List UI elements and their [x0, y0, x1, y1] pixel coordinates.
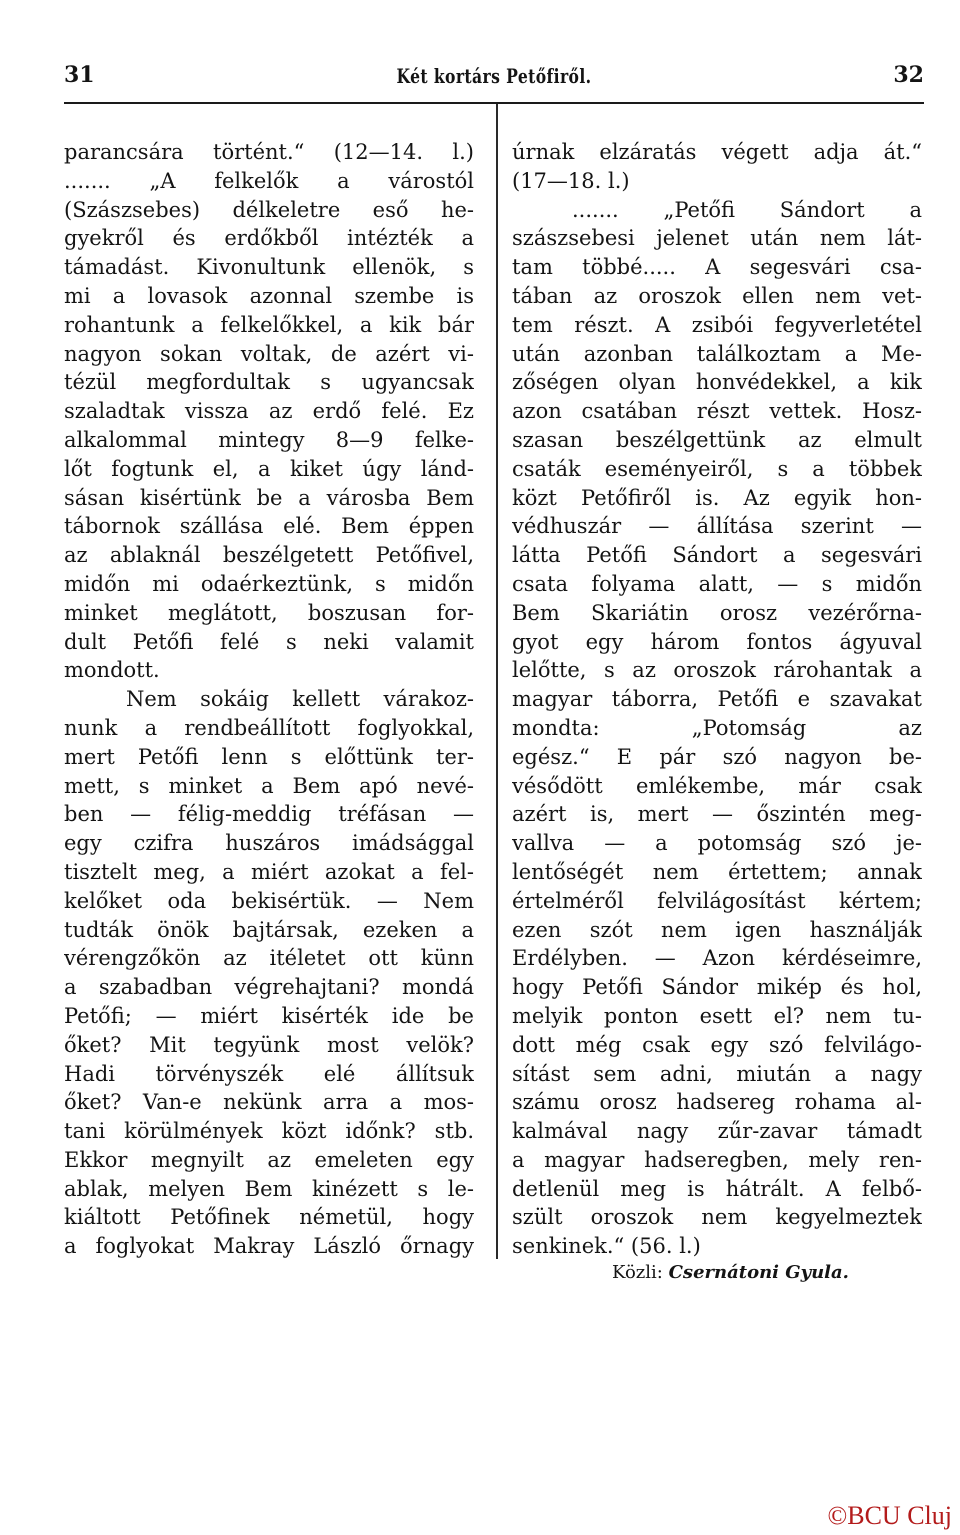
text-line: nagyon sokan voltak, de azért vi-	[64, 341, 474, 366]
text-line: őket? Mit tegyünk most velök?	[64, 1032, 474, 1057]
text-line: támadást. Kivonultunk ellenök, s	[64, 255, 474, 280]
text-line: azért is, mert — őszintén meg-	[512, 802, 922, 827]
text-line: védhuszár — állítása szerint —	[512, 514, 922, 539]
text-line: csata folyama alatt, — s midőn	[512, 571, 922, 596]
text-line: ....... „Petőfi Sándort a	[572, 197, 922, 222]
text-line: vérengzőkön az itéletet ott künn	[64, 946, 474, 971]
text-line: tani körülmények közt időnk? stb.	[64, 1119, 474, 1144]
text-line: melyik ponton esett el? nem tu-	[512, 1003, 922, 1028]
text-line: a foglyokat Makray László őrnagy	[64, 1234, 474, 1259]
library-watermark: ©BCU Cluj	[827, 1501, 952, 1530]
text-line: látta Petőfi Sándort a segesvári	[512, 543, 922, 568]
text-line: alkalommal mintegy 8—9 felke-	[64, 427, 474, 452]
text-line: Erdélyben. — Azon kérdéseimre,	[512, 946, 922, 971]
text-line: Petőfi; — miért kisérték ide be	[64, 1003, 474, 1028]
text-line: zőségen olyan honvédekkel, a kik	[512, 370, 922, 395]
text-line: midőn mi odaérkeztünk, s midőn	[64, 571, 474, 596]
source-attribution	[612, 1262, 849, 1283]
text-line: az ablaknál beszélgetett Petőfivel,	[64, 543, 474, 568]
column-divider	[496, 104, 498, 1259]
text-line: a szabadban végrehajtani? mondá	[64, 975, 474, 1000]
page-number-right: 32	[893, 62, 924, 88]
text-line: rohantunk a felkelőkkel, a kik bár	[64, 312, 474, 337]
text-line: mert Petőfi lenn s előttünk ter-	[64, 744, 474, 769]
text-line: tam többé..... A segesvári csa-	[512, 255, 922, 280]
text-line: tában az oroszok ellen nem vet-	[512, 283, 922, 308]
text-line: számu orosz hadsereg rohama al-	[512, 1090, 922, 1115]
text-line: tem részt. A zsibói fegyverletétel	[512, 312, 922, 337]
text-line: egész.“ E pár szó nagyon be-	[512, 744, 922, 769]
text-line: mett, s minket a Bem apó nevé-	[64, 773, 474, 798]
text-line: minket meglátott, boszusan for-	[64, 600, 474, 625]
text-line: kalmával nagy zűr-zavar támadt	[512, 1119, 922, 1144]
text-line: egy czifra huszáros imádsággal	[64, 831, 474, 856]
text-line: ezen szót nem igen használják	[512, 917, 922, 942]
text-line: vésődött emlékembe, már csak	[512, 773, 922, 798]
text-line: tudták önök bajtársak, ezeken a	[64, 917, 474, 942]
text-line: ablak, melyen Bem kinézett s le-	[64, 1176, 474, 1201]
text-line: Ekkor megnyilt az emeleten egy	[64, 1147, 474, 1172]
left-column	[64, 138, 474, 1261]
text-line: kiáltott Petőfinek németül, hogy	[64, 1205, 474, 1230]
text-line: értelméről felvilágosítást kértem;	[512, 888, 922, 913]
text-line: detlenül meg is hátrált. A felbő-	[512, 1176, 922, 1201]
text-line: tábornok szállása elé. Bem éppen	[64, 514, 474, 539]
text-line: mondta: „Potomság az	[512, 715, 922, 740]
text-line: nunk a rendbeállított foglyokkal,	[64, 715, 474, 740]
text-line: szaladtak vissza az erdő felé. Ez	[64, 399, 474, 424]
text-line: lőt fogtunk el, a kiket úgy lánd-	[64, 456, 474, 481]
running-header	[64, 62, 924, 104]
text-line: senkinek.“ (56. l.)	[512, 1234, 701, 1259]
text-line: tisztelt meg, a miért azokat a fel-	[64, 859, 474, 884]
text-line: közt Petőfiről is. Az egyik hon-	[512, 485, 922, 510]
text-line: Nem sokáig kellett várakoz-	[126, 687, 474, 712]
text-line: gyekről és erdőkből intézték a	[64, 226, 474, 251]
source-label: Közli:	[612, 1262, 663, 1283]
text-line: mondott.	[64, 658, 160, 683]
text-line: Hadi törvényszék elé állítsuk	[64, 1061, 474, 1086]
text-line: magyar táborra, Petőfi e szavakat	[512, 687, 922, 712]
text-line: kelőket oda bekisértük. — Nem	[64, 888, 474, 913]
text-line: dott még csak egy szó felvilágo-	[512, 1032, 922, 1057]
text-line: sásan kisértünk be a városba Bem	[64, 485, 474, 510]
text-line: lentőségét nem értettem; annak	[512, 859, 922, 884]
text-line: Bem Skariátin orosz vezérőrna-	[512, 600, 922, 625]
text-line: csaták eseményeiről, s a többek	[512, 456, 922, 481]
source-author: Csernátoni Gyula.	[668, 1262, 849, 1283]
text-line: szült oroszok nem kegyelmeztek	[512, 1205, 922, 1230]
page-number-left: 31	[64, 62, 95, 88]
text-line: lelőtte, s az oroszok rárohantak a	[512, 658, 922, 683]
text-line: mi a lovasok azonnal szembe is	[64, 283, 474, 308]
text-line: úrnak elzáratás végett adja át.“	[512, 140, 922, 164]
running-title: Két kortárs Petőfiről.	[396, 64, 592, 88]
right-column	[512, 138, 922, 1261]
text-line: ben — félig-meddig tréfásan —	[64, 802, 474, 827]
text-line: tézül megfordultak s ugyancsak	[64, 370, 474, 395]
text-line: azon csatában részt vettek. Hosz-	[512, 399, 922, 424]
text-line: (Szászsebes) délkeletre eső he-	[64, 197, 474, 222]
text-line: a magyar hadseregben, mely ren-	[512, 1147, 922, 1172]
text-line: szasan beszélgettünk az elmult	[512, 427, 922, 452]
text-line: szászsebesi jelenet után nem lát-	[512, 226, 922, 251]
text-line: ....... „A felkelők a várostól	[64, 168, 474, 193]
text-line: (17—18. l.)	[512, 168, 630, 193]
text-line: őket? Van-e nekünk arra a mos-	[64, 1090, 474, 1115]
text-line: dult Petőfi felé s neki valamit	[64, 629, 474, 654]
text-line: sítást sem adni, miután a nagy	[512, 1061, 922, 1086]
text-line: gyot egy három fontos ágyuval	[512, 629, 922, 654]
text-line: parancsára történt.“ (12—14. l.)	[64, 140, 474, 164]
text-line: hogy Petőfi Sándor mikép és hol,	[512, 975, 922, 1000]
text-line: után azonban találkoztam a Me-	[512, 341, 922, 366]
text-line: vallva — a potomság szó je-	[512, 831, 922, 856]
